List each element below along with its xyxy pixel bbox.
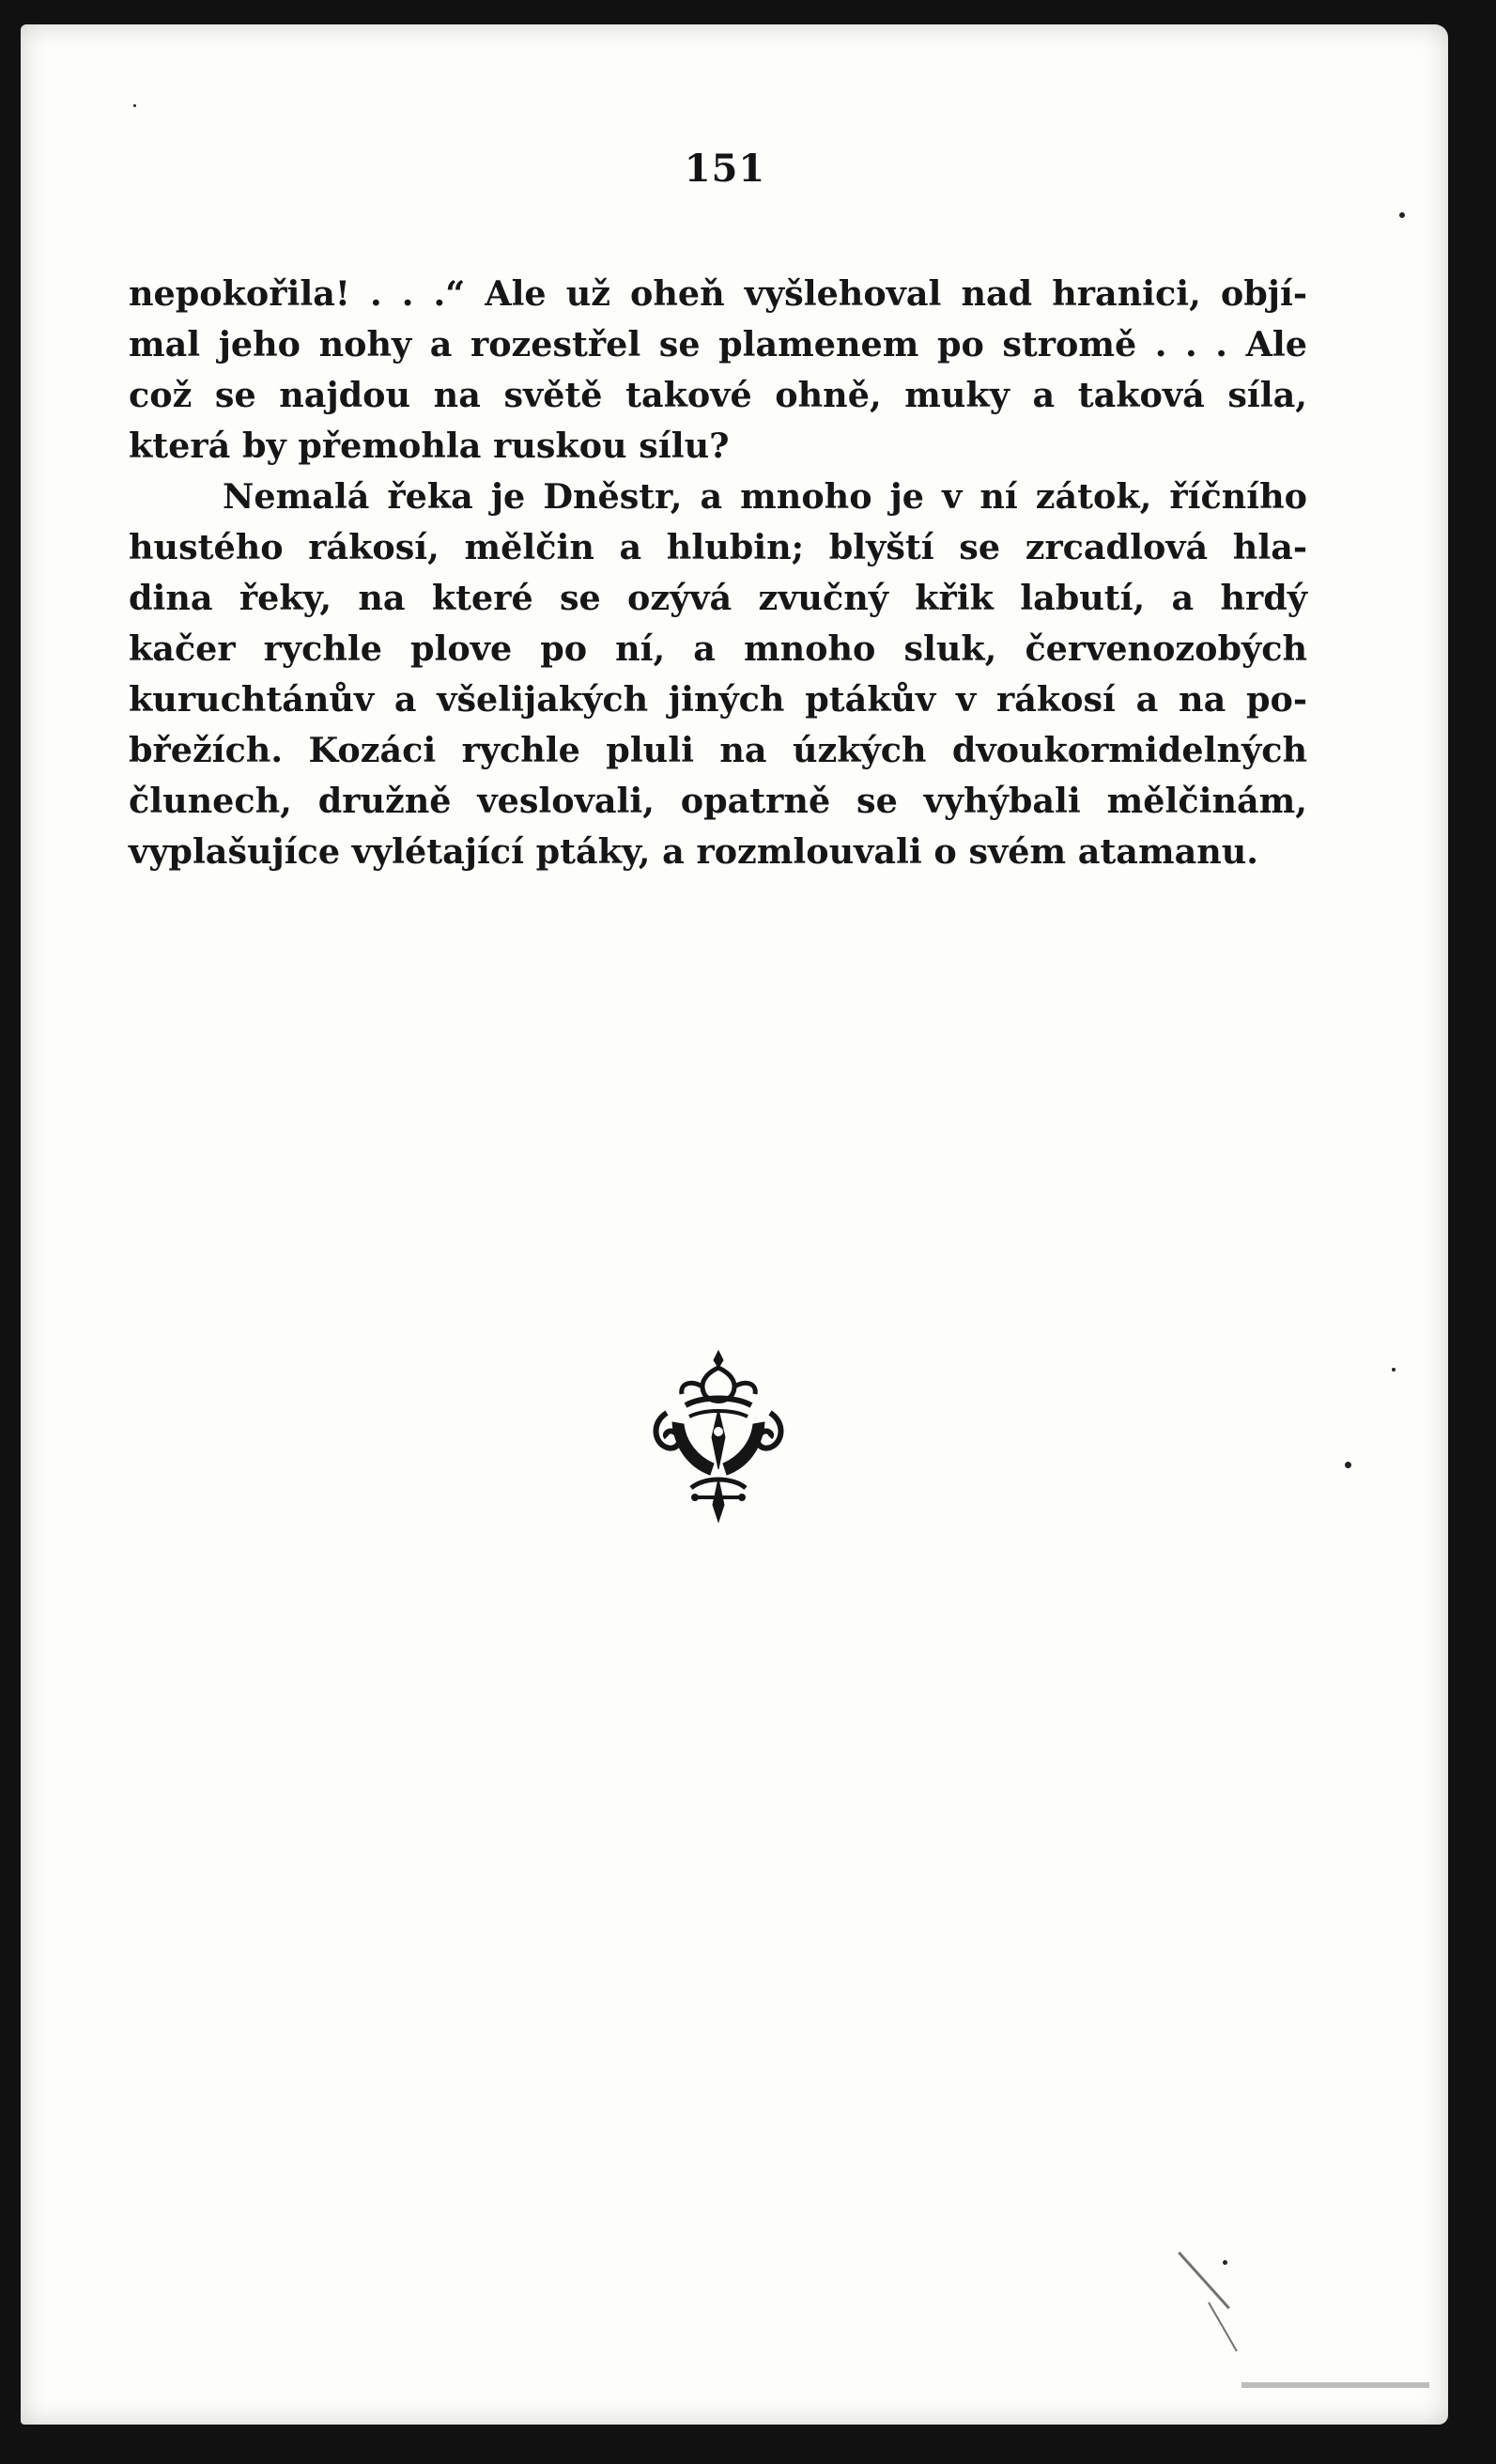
text-line: člunech, družně veslovali, opatrně se vyhýbali mělčinám, [129,781,1307,821]
text-line: dina řeky, na které se ozývá zvučný křik labutí, a hrdý [129,578,1307,618]
text-line: vyplašujíce vylétající ptáky, a rozmlouvali o svém atamanu. [129,831,1259,872]
text-line: hustého rákosí, mělčin a hlubin; blyští se zrcadlová hla- [129,527,1307,567]
book-page [21,24,1448,2425]
scan-speck [1399,212,1405,218]
text-line: která by přemohla ruskou sílu? [129,426,730,466]
scan-speck [1392,1368,1396,1371]
paragraph-first-line: Nemalá řeka je Dněstr, a mnoho je v ní zátok, říčního [223,476,1307,517]
scan-speck [133,104,136,107]
fleuron-ornament-icon [648,1347,789,1526]
text-line: nepokořila! . . .“ Ale už oheň vyšlehoval nad hranici, objí- [129,273,1307,314]
text-line: břežích. Kozáci rychle pluli na úzkých dvoukormidelných [129,730,1307,770]
page-number: 151 [684,147,766,191]
scan-speck [1345,1462,1351,1468]
body-text [129,269,1307,877]
text-line: kačer rychle plove po ní, a mnoho sluk, červenozobých [129,628,1307,669]
text-line: mal jeho nohy a rozestřel se plamenem po stromě . . . Ale [129,324,1307,364]
text-line: což se najdou na světě takové ohně, muky a taková síla, [129,375,1307,415]
scan-smudge [1242,2382,1429,2388]
scan-speck [1223,2260,1227,2265]
scan-smudge [1208,2302,1238,2352]
text-line: kuruchtánův a všelijakých jiných ptákův v rákosí a na po- [129,679,1307,720]
